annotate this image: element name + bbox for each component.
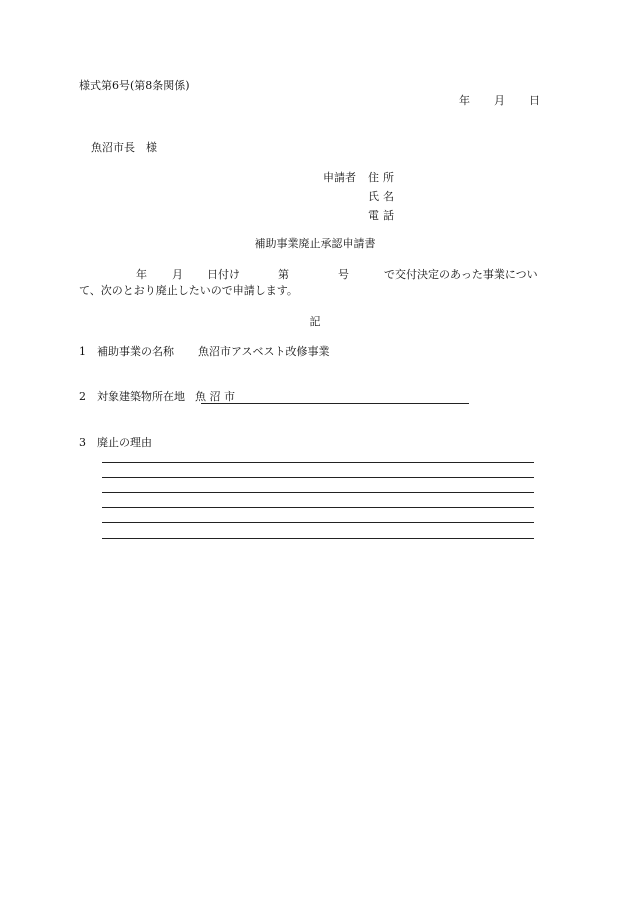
- body-year: 年: [136, 268, 147, 281]
- item-label: 対象建築物所在地: [97, 390, 185, 403]
- item-number: 3: [79, 436, 86, 449]
- phone-label: 電話: [368, 209, 398, 222]
- reason-line: [102, 522, 534, 523]
- reason-line: [102, 492, 534, 493]
- body-dai: 第: [278, 268, 289, 281]
- date-day-label: 日: [529, 94, 540, 107]
- body-go: 号: [338, 268, 349, 281]
- body-tail: で交付決定のあった事業につい: [384, 268, 538, 281]
- body-paragraph: [79, 268, 549, 299]
- item-number: 1: [79, 345, 86, 358]
- body-dated: 日付け: [207, 268, 240, 281]
- item-label: 廃止の理由: [97, 436, 152, 449]
- reason-line: [102, 507, 534, 508]
- reason-line: [102, 538, 534, 539]
- name-label: 氏名: [368, 190, 398, 203]
- location-value: 魚 沼 市: [195, 390, 235, 403]
- ki-heading: 記: [309, 315, 321, 328]
- item-label: 補助事業の名称: [97, 345, 174, 358]
- form-number: 様式第6号(第8条関係): [79, 79, 190, 92]
- addressee: 魚沼市長 様: [91, 141, 157, 154]
- date-year-label: 年: [459, 94, 470, 107]
- project-name-value: 魚沼市アスベスト改修事業: [198, 345, 330, 358]
- item-abolition-reason: [79, 436, 152, 451]
- reason-line: [102, 477, 534, 478]
- address-label: 住所: [368, 171, 398, 184]
- document-title: 補助事業廃止承認申請書: [254, 237, 376, 250]
- item-number: 2: [79, 390, 86, 403]
- applicant-role: 申請者: [323, 171, 356, 184]
- item-project-name: [79, 345, 330, 360]
- location-underline: [201, 403, 469, 404]
- date-month-label: 月: [494, 94, 505, 107]
- reason-line: [102, 462, 534, 463]
- body-month: 月: [172, 268, 183, 281]
- body-line2: て、次のとおり廃止したいので申請します。: [79, 284, 298, 297]
